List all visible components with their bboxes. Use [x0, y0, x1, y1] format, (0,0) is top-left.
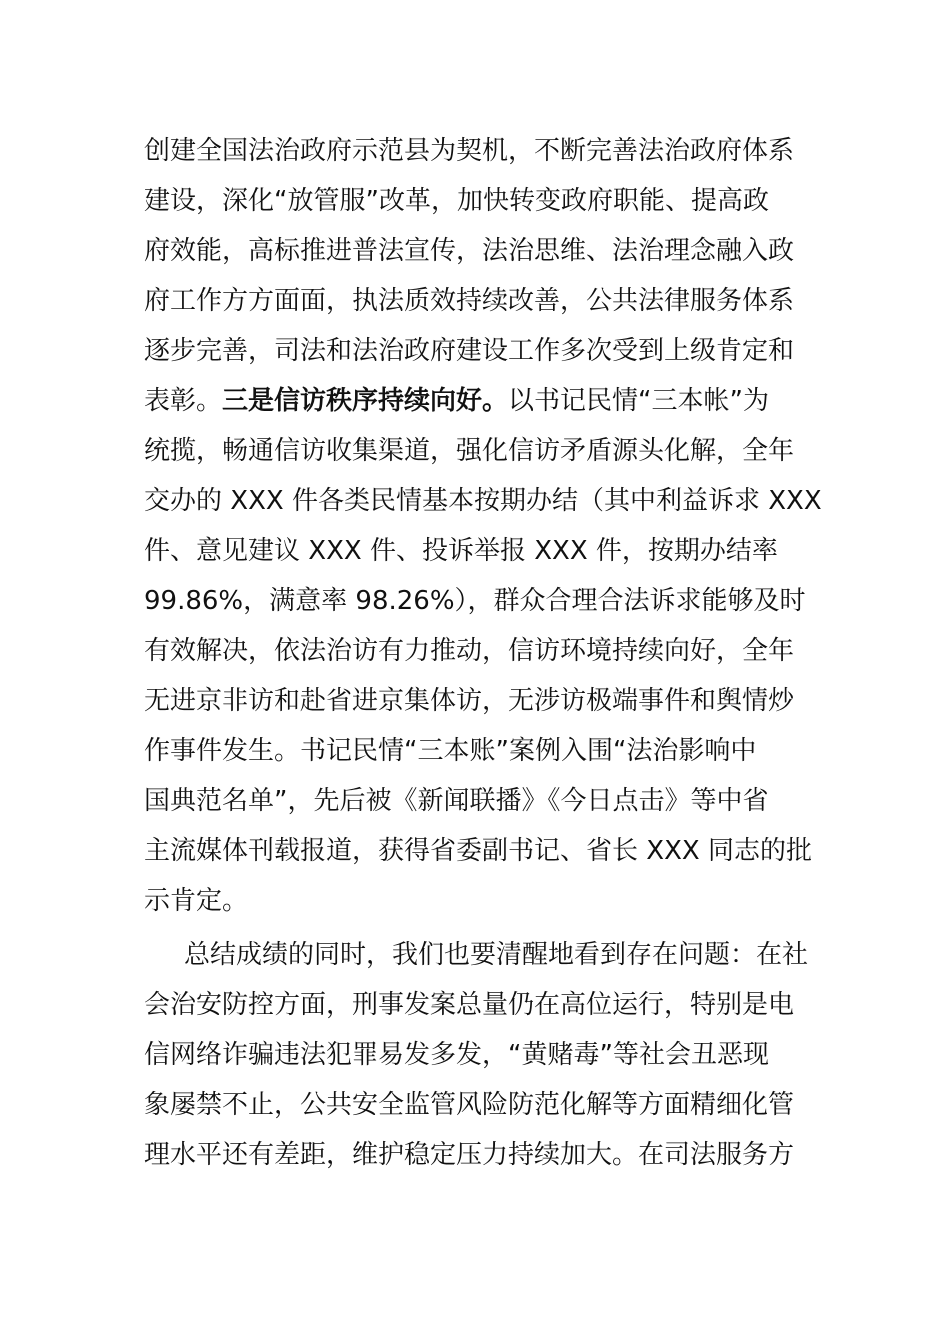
text-line: 件、意见建议 XXX 件、投诉举报 XXX 件，按期办结率	[144, 536, 778, 566]
text-run: 表彰。	[144, 386, 223, 416]
bold-heading-run: 三是信访秩序持续向好。	[222, 386, 509, 416]
text-line: 象屡禁不止，公共安全监管风险防范化解等方面精细化管	[144, 1090, 795, 1120]
text-line: 示肯定。	[144, 886, 249, 916]
text-line: 国典范名单”，先后被《新闻联播》《今日点击》等中省	[144, 786, 769, 816]
text-line: 总结成绩的同时，我们也要清醒地看到存在问题：在社	[184, 940, 809, 970]
text-run: 以书记民情“三本帐”为	[508, 386, 769, 416]
text-line: 有效解决，依法治访有力推动，信访环境持续向好，全年	[144, 636, 795, 666]
paragraph-2	[144, 930, 824, 1180]
text-line	[144, 376, 824, 426]
text-line: 交办的 XXX 件各类民情基本按期办结（其中利益诉求 XXX	[144, 486, 822, 516]
text-line: 逐步完善，司法和法治政府建设工作多次受到上级肯定和	[144, 336, 795, 366]
text-line: 99.86%，满意率 98.26%），群众合理合法诉求能够及时	[144, 586, 806, 616]
text-line: 主流媒体刊载报道，获得省委副书记、省长 XXX 同志的批	[144, 836, 812, 866]
text-line: 府效能，高标推进普法宣传，法治思维、法治理念融入政	[144, 236, 795, 266]
text-line: 统揽，畅通信访收集渠道，强化信访矛盾源头化解，全年	[144, 436, 795, 466]
text-line: 会治安防控方面，刑事发案总量仍在高位运行，特别是电	[144, 990, 795, 1020]
text-line: 创建全国法治政府示范县为契机，不断完善法治政府体系	[144, 136, 795, 166]
text-line: 府工作方方面面，执法质效持续改善，公共法律服务体系	[144, 286, 795, 316]
text-line: 无进京非访和赴省进京集体访，无涉访极端事件和舆情炒	[144, 686, 795, 716]
text-line: 建设，深化“放管服”改革，加快转变政府职能、提高政	[144, 186, 769, 216]
paragraph-1	[144, 126, 824, 926]
text-line: 作事件发生。书记民情“三本账”案例入围“法治影响中	[144, 736, 757, 766]
text-line: 信网络诈骗违法犯罪易发多发，“黄赌毒”等社会丑恶现	[144, 1040, 769, 1070]
text-line: 理水平还有差距，维护稳定压力持续加大。在司法服务方	[144, 1140, 795, 1170]
